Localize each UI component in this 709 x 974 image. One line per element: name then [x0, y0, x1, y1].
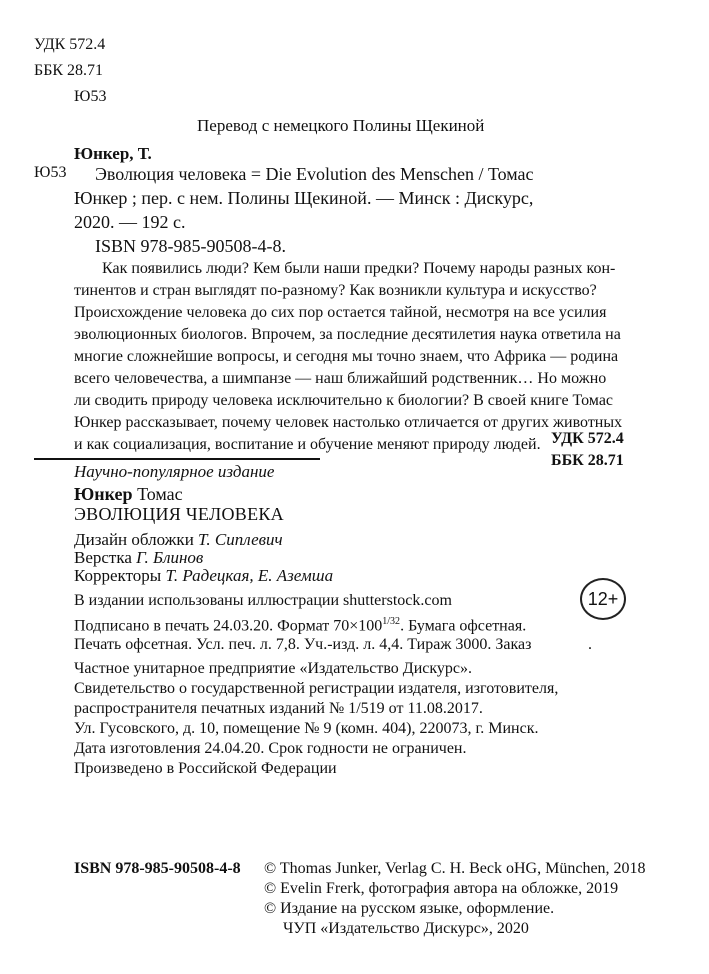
annotation-line: и как социализация, воспитание и обучение меняют природу людей.	[74, 436, 541, 453]
annotation-line: Как появились люди? Кем были наши предки? Почему народы разных кон-	[102, 260, 616, 277]
publisher-line: распространителя печатных изданий № 1/519 от 11.08.2017.	[74, 700, 483, 717]
bbk-code: ББК 28.71	[34, 62, 104, 79]
card-author: Юнкер, Т.	[74, 144, 152, 163]
age-rating-badge: 12+	[580, 578, 626, 620]
card-line-3: 2020. — 192 с.	[74, 212, 186, 232]
author-mark: Ю53	[74, 88, 107, 105]
proofreaders: Т. Радецкая, Е. Аземша	[165, 566, 334, 585]
layout-label: Верстка	[74, 548, 137, 567]
proof-label: Корректоры	[74, 566, 166, 585]
print-line-1	[74, 616, 526, 635]
cover-label: Дизайн обложки	[74, 530, 199, 549]
layout-designer: Г. Блинов	[136, 548, 204, 567]
print-line-2: Печать офсетная. Усл. печ. л. 7,8. Уч.-изд. л. 4,4. Тираж 3000. Заказ	[74, 636, 532, 653]
cover-designer: Т. Сиплевич	[198, 530, 283, 549]
publisher-line: Свидетельство о государственной регистрации издателя, изготовителя,	[74, 680, 559, 697]
copyright-line: © Evelin Frerk, фотография автора на обложке, 2019	[264, 880, 619, 897]
divider-rule	[34, 458, 320, 460]
footer-isbn: ISBN 978-985-90508-4-8	[74, 860, 241, 877]
format-fraction: 1/32	[382, 616, 401, 627]
imprint-author	[74, 484, 183, 505]
author-surname: Юнкер	[74, 484, 133, 504]
genre-label: Научно-популярное издание	[74, 462, 275, 481]
annotation-line: Происхождение человека до сих пор остается тайной, несмотря на все усилия	[74, 304, 607, 321]
print-format: Подписано в печать 24.03.20. Формат 70×100	[74, 617, 383, 635]
paper-type: . Бумага офсетная.	[400, 617, 527, 635]
cover-design-credit	[74, 530, 283, 550]
book-title: ЭВОЛЮЦИЯ ЧЕЛОВЕКА	[74, 504, 284, 524]
copyright-line: © Thomas Junker, Verlag C. H. Beck oHG, München, 2018	[264, 860, 646, 877]
publisher-line: Частное унитарное предприятие «Издательство Дискурс».	[74, 660, 473, 677]
publisher-line: Произведено в Российской Федерации	[74, 760, 337, 777]
annotation-line: всего человечества, а шимпанзе — наш ближайший родственник… Но можно	[74, 370, 607, 387]
card-line-2: Юнкер ; пер. с нем. Полины Щекиной. — Минск : Дискурс,	[74, 188, 534, 208]
annotation-line: Юнкер рассказывает, почему человек настолько отличается от других животных	[74, 414, 623, 431]
annotation-udk: УДК 572.4	[551, 430, 624, 447]
annotation-line: эволюционных биологов. Впрочем, за последние десятилетия наука ответила на	[74, 326, 621, 343]
card-isbn: ISBN 978-985-90508-4-8.	[95, 236, 286, 256]
annotation-line: тинентов и стран выглядят по-разному? Как возникли культура и искусство?	[74, 282, 597, 299]
publisher-line: Дата изготовления 24.04.20. Срок годности не ограничен.	[74, 740, 467, 757]
copyright-line: © Издание на русском языке, оформление.	[264, 900, 555, 917]
annotation-line: многие сложнейшие вопросы, и сегодня мы точно знаем, что Африка — родина	[74, 348, 619, 365]
copyright-line: ЧУП «Издательство Дискурс», 2020	[283, 920, 529, 937]
udk-code: УДК 572.4	[34, 36, 106, 53]
annotation-bbk: ББК 28.71	[551, 452, 624, 469]
annotation-line: ли сводить природу человека исключительно к биологии? В своей книге Томас	[74, 392, 614, 409]
card-mark: Ю53	[34, 164, 67, 181]
card-line-1: Эволюция человека = Die Evolution des Menschen / Томас	[95, 164, 534, 184]
layout-credit	[74, 548, 203, 568]
illustrations-note: В издании использованы иллюстрации shutterstock.com	[74, 592, 452, 609]
order-blank-end: .	[588, 636, 592, 653]
publisher-line: Ул. Гусовского, д. 10, помещение № 9 (комн. 404), 220073, г. Минск.	[74, 720, 539, 737]
translation-credit: Перевод с немецкого Полины Щекиной	[197, 116, 485, 135]
proofreaders-credit	[74, 566, 333, 586]
author-name: Томас	[132, 484, 183, 504]
